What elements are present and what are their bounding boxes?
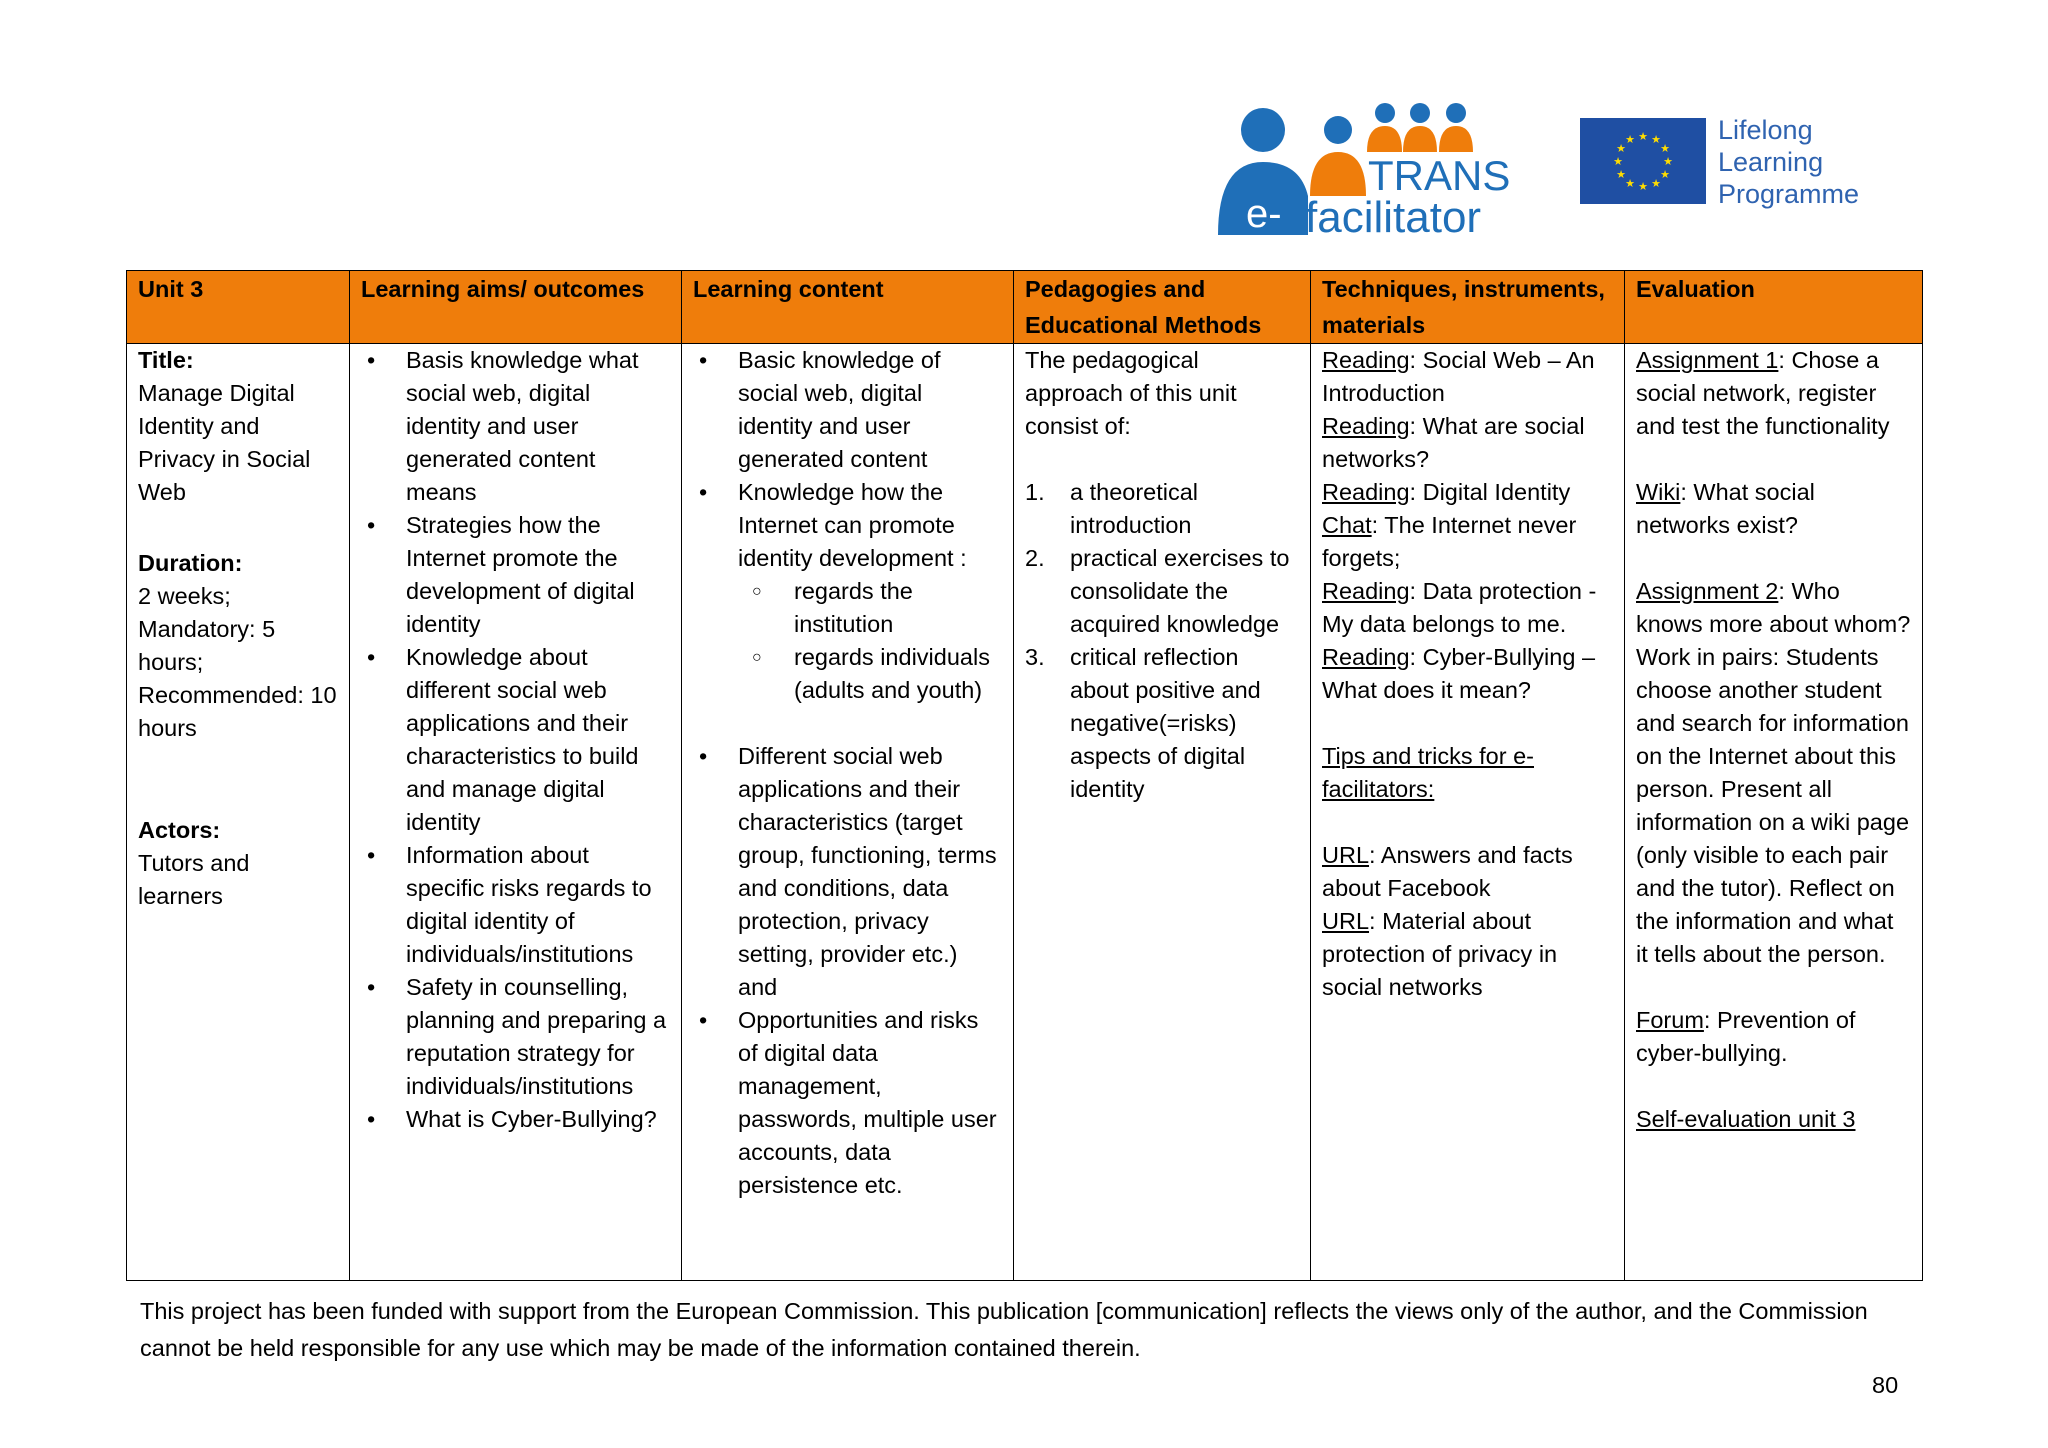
title-value: Manage Digital Identity and Privacy in Social Web [138,380,311,505]
material-item [1322,905,1613,1004]
material-text: : Cyber-Bullying – What does it mean? [1322,644,1596,703]
learning-aims-list [361,344,670,1136]
svg-text:★: ★ [1625,133,1635,146]
svg-text:★: ★ [1663,155,1673,168]
chat-link[interactable]: Chat [1322,512,1372,538]
svg-text:★: ★ [1616,142,1626,155]
list-item [1025,476,1299,542]
unit-info-cell [127,344,350,1281]
self-evaluation-link[interactable]: Self-evaluation unit 3 [1636,1106,1856,1132]
wiki-link[interactable]: Wiki [1636,479,1681,505]
material-item [1322,476,1613,509]
svg-text:★: ★ [1660,142,1670,155]
list-item [1025,542,1299,641]
material-item [1322,839,1613,905]
evaluation-text: : Who knows more about whom? Work in pairs: Students choose another student and search for information on the Internet about this person. Present all information on a wiki page (only visible to each pair and the tutor). Reflect on the information and what it tells about the person. [1636,578,1911,967]
svg-text:★: ★ [1616,168,1626,181]
actors-value: Tutors and learners [138,850,250,909]
sub-list-item: ○ regards individuals (adults and youth) [738,641,1002,707]
header-learning-content: Learning content [682,271,1014,344]
header-evaluation: Evaluation [1625,271,1923,344]
funding-disclaimer: This project has been funded with support from the European Commission. This publication [communication] reflects the views only of the author, and the Commission cannot be held responsible for any use which may be made of the information contained therein. [140,1298,1868,1361]
evaluation-item [1636,575,1911,971]
svg-text:★: ★ [1651,177,1661,190]
llp-line: Learning [1718,147,1824,177]
evaluation-text: : Chose a social network, register and test the functionality [1636,347,1890,439]
list-item-text: practical exercises to consolidate the acquired knowledge [1070,545,1290,637]
material-text: : The Internet never forgets; [1322,512,1577,571]
material-item [1322,509,1613,575]
sub-list-item: ○ regards the institution [738,575,1002,641]
logo-person-body-3 [1367,126,1402,152]
header-logos [1210,100,1890,245]
logo-person-head-5 [1446,103,1466,123]
list-item: • Basic knowledge of social web, digital identity and user generated content [693,344,1002,476]
logo-person-head-3 [1375,103,1395,123]
title-label: Title: [138,347,194,373]
list-item: • Different social web applications and their characteristics (target group, functioning, terms and conditions, data protection, privacy setting, provider etc.) and [693,740,1002,1004]
evaluation-item [1636,1004,1911,1070]
pedagogy-intro: The pedagogical approach of this unit consist of: [1025,347,1237,439]
eu-stars-icon [1580,118,1706,204]
reading-link[interactable]: Reading [1322,479,1410,505]
logo-text-e: e- [1246,192,1282,236]
material-text: : Material about protection of privacy in social networks [1322,908,1558,1000]
learning-content-list [693,344,1002,1202]
material-item [1322,410,1613,476]
svg-text:★: ★ [1651,133,1661,146]
list-item: • Knowledge about different social web applications and their characteristics to build and manage digital identity [361,641,670,839]
duration-label: Duration: [138,550,243,576]
pedagogy-list [1025,476,1299,806]
material-text: : Digital Identity [1409,479,1571,505]
learning-content-cell [682,344,1014,1281]
list-item: • What is Cyber-Bullying? [361,1103,670,1136]
list-number: 3. [1025,644,1045,670]
learning-aims-cell [350,344,682,1281]
list-item: • Opportunities and risks of digital data management, passwords, multiple user accounts, data persistence etc. [693,1004,1002,1202]
material-text: : Answers and facts about Facebook [1322,842,1573,901]
list-item: • Safety in counselling, planning and preparing a reputation strategy for individuals/institutions [361,971,670,1103]
header-pedagogies: Pedagogies and Educational Methods [1014,271,1311,344]
list-item-text: Knowledge how the Internet can promote identity development : [738,479,967,571]
table-row [127,344,1923,1281]
list-number: 1. [1025,479,1045,505]
pedagogies-cell [1014,344,1311,1281]
list-number: 2. [1025,545,1045,571]
material-item [1322,575,1613,641]
svg-text:★: ★ [1625,177,1635,190]
duration-line: 2 weeks; [138,583,231,609]
evaluation-text: : Prevention of cyber-bullying. [1636,1007,1856,1066]
list-item: • Basis knowledge what social web, digital identity and user generated content means [361,344,670,509]
material-item [1322,344,1613,410]
logo-person-body-4 [1403,126,1437,152]
material-text: : Data protection - My data belongs to me. [1322,578,1597,637]
assignment-1-link[interactable]: Assignment 1 [1636,347,1779,373]
etrans-facilitator-logo [1210,100,1510,245]
logo-person-head-large [1241,108,1285,152]
list-item-text: critical reflection about positive and negative(=risks) aspects of digital identity [1070,644,1261,802]
list-item-text: a theoretical introduction [1070,479,1199,538]
forum-link[interactable]: Forum [1636,1007,1704,1033]
list-item: • Information about specific risks regards to digital identity of individuals/institutions [361,839,670,971]
tips-link[interactable]: Tips and tricks for e-facilitators: [1322,743,1534,802]
evaluation-item [1636,476,1911,542]
logo-text-trans: TRANS [1368,152,1510,199]
actors-label: Actors: [138,817,221,843]
llp-logo-text [1718,114,1859,210]
list-item: • Strategies how the Internet promote the development of digital identity [361,509,670,641]
eu-flag-logo [1580,118,1706,204]
url-link[interactable]: URL [1322,908,1370,934]
header-techniques: Techniques, instruments, materials [1311,271,1625,344]
sub-list [738,575,1002,707]
evaluation-item [1636,344,1911,443]
unit-table [126,270,1923,1281]
material-item [1322,641,1613,707]
evaluation-cell [1625,344,1923,1281]
logo-person-head-2 [1324,116,1352,144]
logo-person-body-2 [1310,152,1366,196]
llp-line: Programme [1718,179,1860,209]
logo-person-body-5 [1439,126,1473,152]
material-text: : What are social networks? [1322,413,1585,472]
techniques-cell [1311,344,1625,1281]
duration-line: Recommended: 10 hours [138,682,337,741]
llp-line: Lifelong [1718,115,1813,145]
reading-link[interactable]: Reading [1322,578,1410,604]
page-number: 80 [1872,1372,1899,1398]
svg-text:★: ★ [1638,180,1648,193]
url-link[interactable]: URL [1322,842,1370,868]
header-unit: Unit 3 [127,271,350,344]
assignment-2-link[interactable]: Assignment 2 [1636,578,1779,604]
reading-link[interactable]: Reading [1322,644,1410,670]
logo-text-facilitator: facilitator [1305,193,1482,242]
table-header-row [127,271,1923,344]
header-learning-aims: Learning aims/ outcomes [350,271,682,344]
svg-text:★: ★ [1613,155,1623,168]
svg-text:★: ★ [1660,168,1670,181]
reading-link[interactable]: Reading [1322,413,1410,439]
reading-link[interactable]: Reading [1322,347,1410,373]
material-text: : Social Web – An Introduction [1322,347,1595,406]
list-item [1025,641,1299,806]
duration-line: Mandatory: 5 hours; [138,616,276,675]
svg-text:★: ★ [1638,130,1648,143]
evaluation-text: : What social networks exist? [1636,479,1815,538]
list-item [693,476,1002,740]
logo-person-head-4 [1410,103,1430,123]
